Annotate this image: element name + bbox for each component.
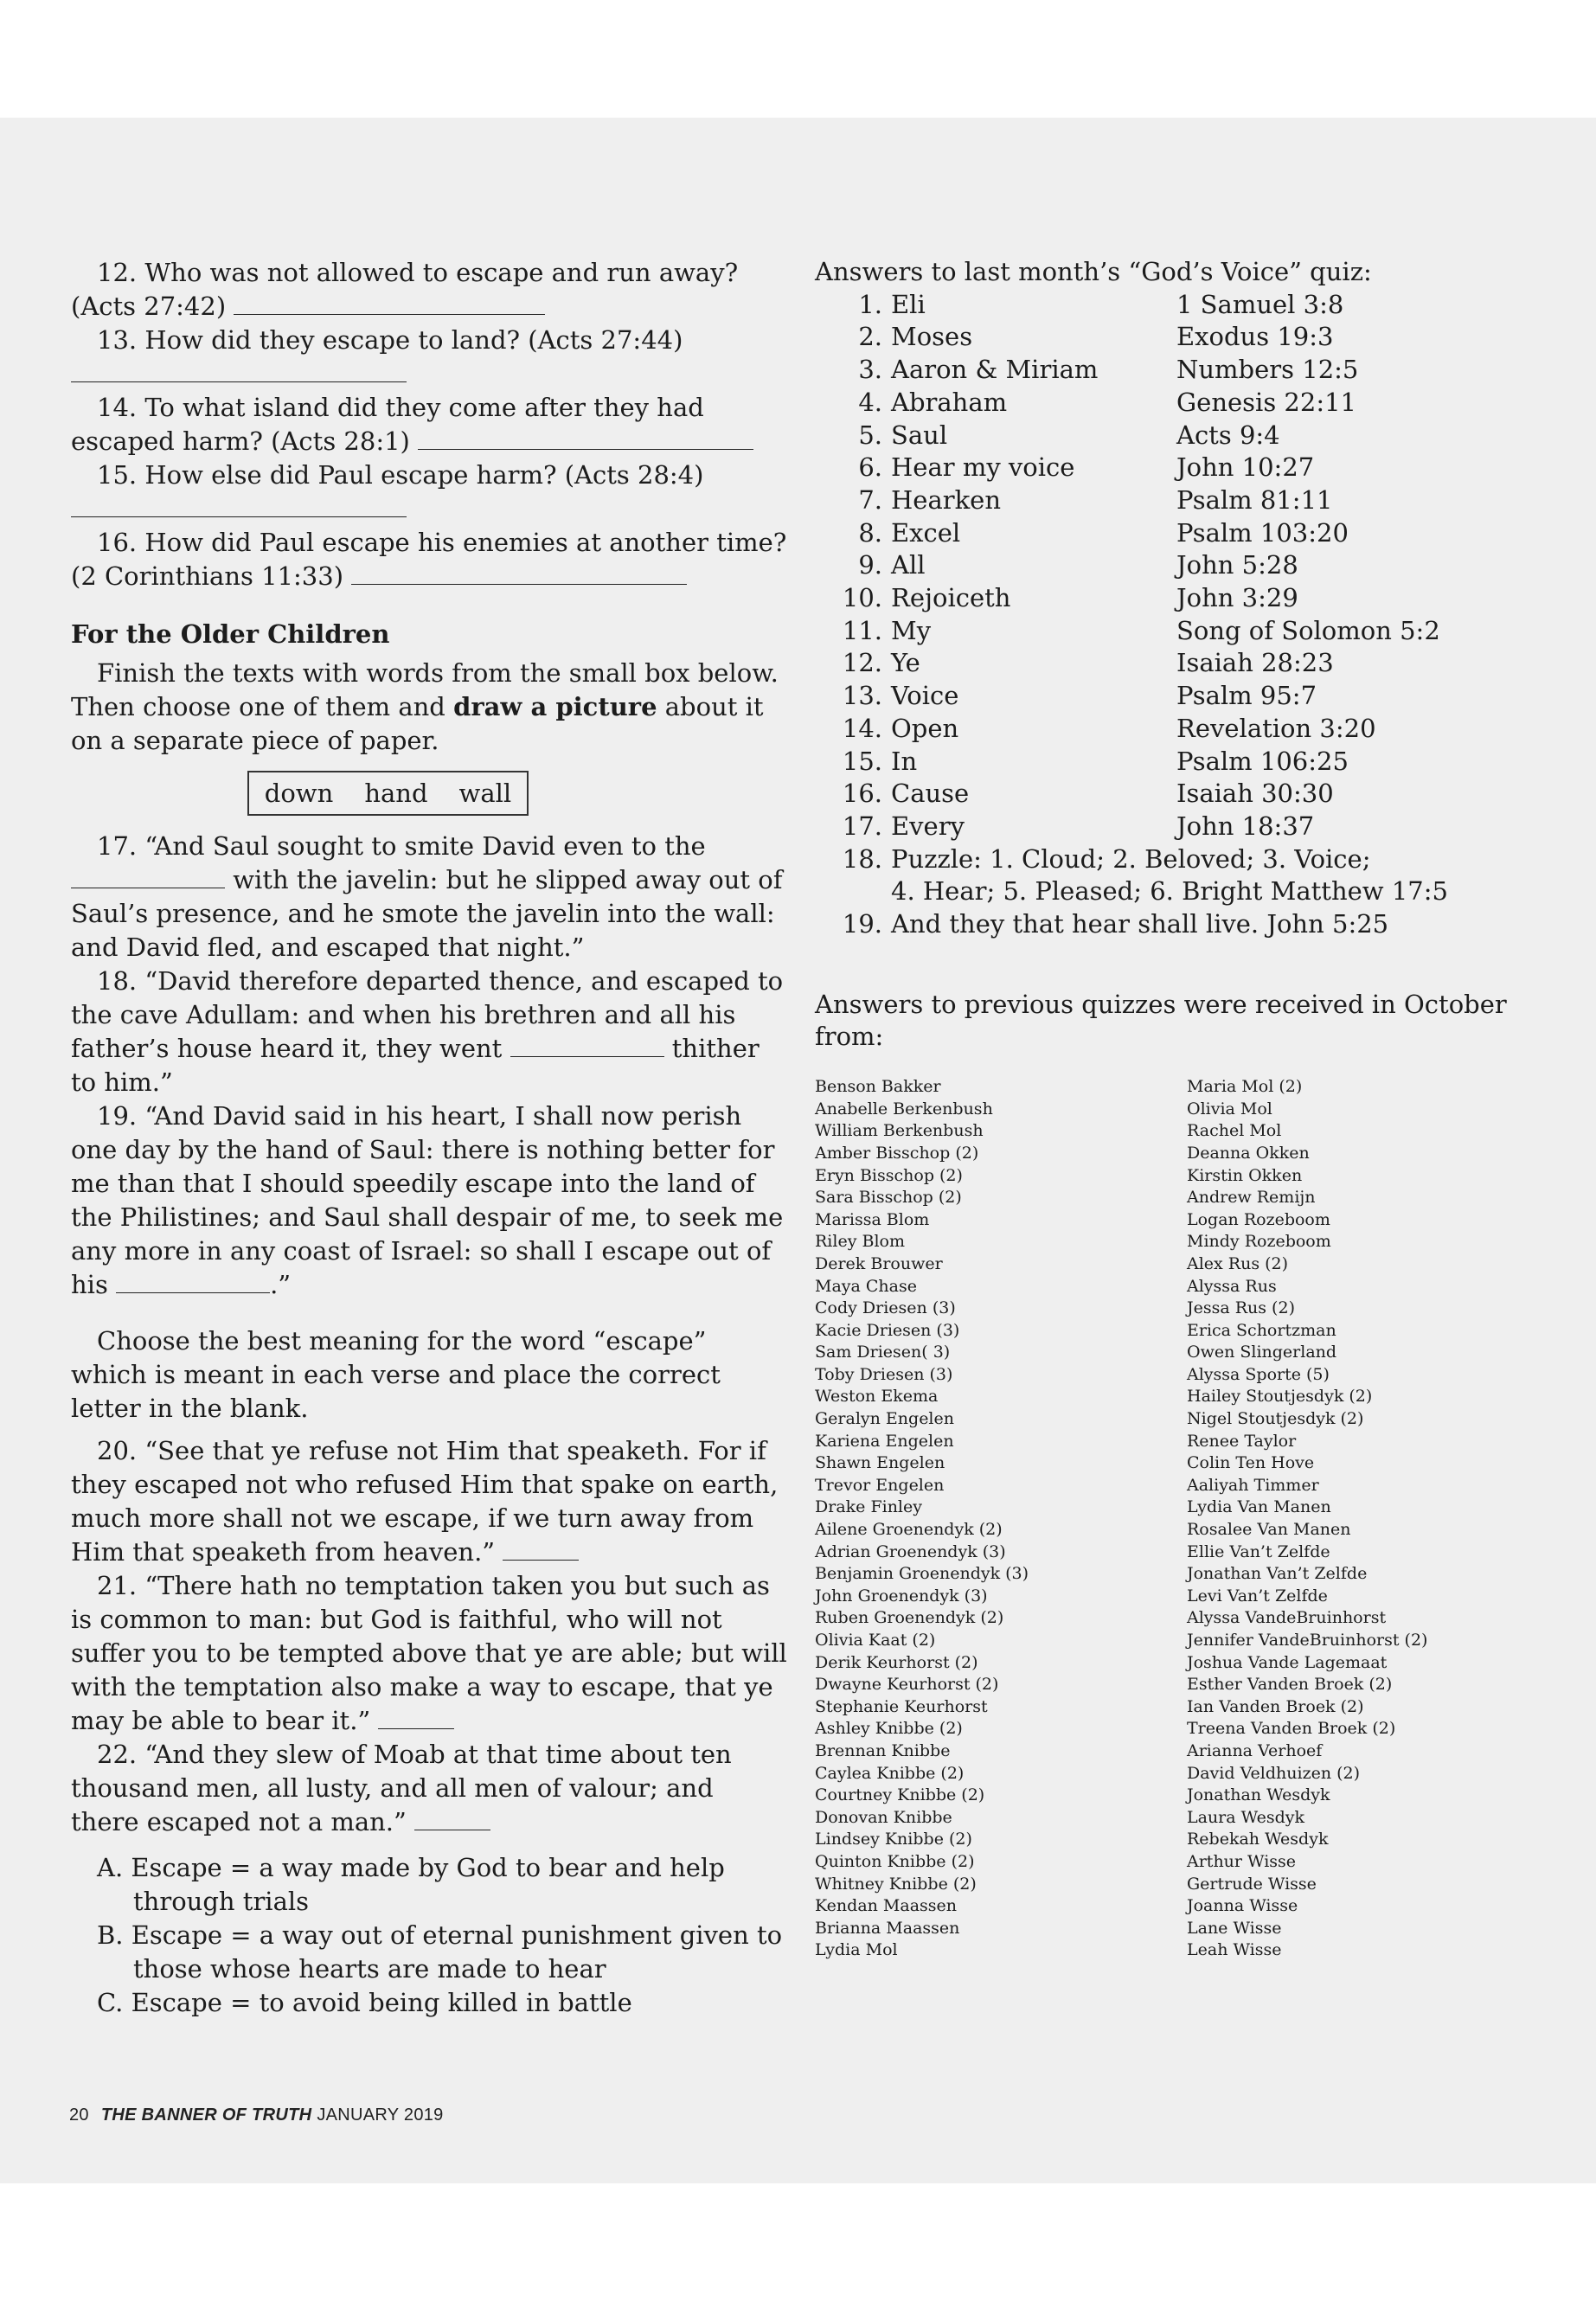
answer-puzzle-line1: Puzzle: 1. Cloud; 2. Beloved; 3. Voice; (891, 843, 1371, 874)
answer-row (815, 582, 1559, 615)
participant-name: Benjamin Groenendyk (3) (815, 1564, 1029, 1584)
instructions-emphasis: draw a picture (453, 692, 657, 721)
answer-number: 11. (842, 615, 882, 645)
question-16-text: 16. How did Paul escape his enemies at another time? (2 Corinthians 11:33) (71, 528, 787, 591)
question-19-text: 19. “And David said in his heart, I shall now perish one day by the hand of Saul: there is nothing better for me than that I should speedily escape into the land of the Philistines; and Saul shall despair of me, to seek me any more in any coast of Israel: so shall I escape out of his (71, 1101, 784, 1299)
participant-name: David Veldhuizen (2) (1187, 1763, 1361, 1783)
answer-reference: Acts 9:4 (1176, 420, 1280, 450)
question-14 (71, 391, 787, 458)
answer-blank (510, 1034, 664, 1057)
participant-name: Whitney Knibbe (2) (815, 1874, 977, 1894)
answer-row (815, 615, 1559, 648)
answer-row (815, 354, 1559, 387)
answer-reference: Psalm 103:20 (1176, 517, 1349, 548)
question-17-text: 17. “And Saul sought to smite David even to the (97, 831, 706, 861)
participant-name: Ian Vanden Broek (2) (1187, 1696, 1364, 1716)
answer-number: 10. (842, 583, 882, 613)
participant-name: Courtney Knibbe (2) (815, 1785, 985, 1805)
answer-number: 19. (842, 909, 882, 939)
answer-blank (378, 1706, 454, 1729)
participant-name: Kirstin Okken (1187, 1165, 1303, 1185)
participant-name: Logan Rozeboom (1187, 1209, 1330, 1229)
participant-name: Trevor Engelen (815, 1475, 945, 1495)
participant-name: Alyssa VandeBruinhorst (1187, 1608, 1387, 1628)
participant-name: Brennan Knibbe (815, 1740, 951, 1760)
participant-name: Jessa Rus (2) (1187, 1298, 1295, 1318)
participant-name: Lindsey Knibbe (2) (815, 1830, 972, 1849)
answer-number: 4. (858, 387, 882, 417)
answer-row (815, 289, 1559, 322)
answer-reference: 1 Samuel 3:8 (1176, 289, 1344, 319)
participant-name: Derik Keurhorst (2) (815, 1652, 978, 1672)
question-13 (71, 324, 787, 357)
participant-name: Andrew Remijn (1187, 1188, 1316, 1208)
participant-name: Rachel Mol (1187, 1121, 1282, 1141)
names-list (815, 1076, 1559, 1962)
answer-number: 14. (842, 713, 882, 743)
issue-date: JANUARY 2019 (317, 2106, 444, 2125)
question-19-text-end: .” (270, 1270, 292, 1299)
participant-name: Sara Bisschop (2) (815, 1188, 962, 1208)
question-20 (71, 1434, 787, 1569)
word-box (247, 771, 529, 816)
participant-name: Laura Wesdyk (1187, 1807, 1305, 1827)
answer-line (71, 492, 787, 526)
answer-number: 7. (858, 484, 882, 515)
answer-number: 16. (842, 779, 882, 809)
participant-name: Hailey Stoutjesdyk (2) (1187, 1387, 1373, 1407)
answer-number: 2. (858, 322, 882, 352)
answer-word: Moses (891, 322, 973, 352)
answer-number: 1. (858, 289, 882, 319)
participant-name: Kacie Driesen (3) (815, 1320, 960, 1340)
participant-name: Joanna Wisse (1187, 1896, 1298, 1916)
participant-name: Donovan Knibbe (815, 1807, 952, 1827)
participant-name: Alex Rus (2) (1187, 1253, 1289, 1273)
answer-reference: Isaiah 28:23 (1176, 648, 1334, 678)
answer-row (815, 778, 1559, 811)
answer-word: Every (891, 811, 965, 841)
answer-reference: John 3:29 (1176, 583, 1298, 613)
participant-name: Erica Schortzman (1187, 1320, 1336, 1340)
answer-number: 8. (858, 517, 882, 548)
participant-name: Aaliyah Timmer (1187, 1475, 1319, 1495)
participant-name: Rebekah Wesdyk (1187, 1830, 1329, 1849)
participant-name: Derek Brouwer (815, 1253, 943, 1273)
answer-reference: Isaiah 30:30 (1176, 779, 1334, 809)
question-12-text: 12. Who was not allowed to escape and run away? (Acts 27:42) (71, 258, 739, 321)
question-13-text: 13. How did they escape to land? (Acts 27:44) (97, 325, 683, 355)
participant-name: Sam Driesen( 3) (815, 1343, 951, 1362)
question-21 (71, 1569, 787, 1738)
participant-name: Treena Vanden Broek (2) (1187, 1719, 1396, 1739)
choice-b: B. Escape = a way out of eternal punishment given to those whose hearts are made to hear (97, 1920, 783, 1984)
answer-word: Open (891, 713, 959, 743)
participant-name: Drake Finley (815, 1497, 922, 1517)
answer-reference: Psalm 81:11 (1176, 484, 1333, 515)
answer-puzzle-line2: 4. Hear; 5. Pleased; 6. Bright Matthew 17:5 (891, 876, 1448, 907)
question-22-text: 22. “And they slew of Moab at that time about ten thousand men, all lusty, and all men of valour; and there escaped not a man.” (71, 1740, 732, 1836)
answer-reference: Genesis 22:11 (1176, 387, 1356, 417)
older-children-heading: For the Older Children (71, 619, 390, 649)
answers-title: Answers to last month’s “God’s Voice” quiz: (815, 257, 1372, 286)
answers-list (815, 289, 1559, 843)
question-19 (71, 1099, 787, 1302)
word-box-wrapper (0, 771, 787, 816)
names-column-1 (815, 1076, 1187, 1962)
choice-c: C. Escape = to avoid being killed in battle (97, 1988, 632, 2017)
participant-name: Alyssa Sporte (5) (1187, 1364, 1330, 1384)
question-17-text-end: with the javelin: but he slipped away out of Saul’s presence, and he smote the javelin into the wall: and David fled, and escaped that night.” (71, 865, 783, 962)
answer-number: 12. (842, 648, 882, 678)
magazine-title: THE BANNER OF TRUTH (100, 2106, 312, 2125)
answer-number: 17. (842, 811, 882, 841)
participant-name: Deanna Okken (1187, 1143, 1310, 1163)
participant-name: Weston Ekema (815, 1387, 939, 1407)
answer-blank (234, 292, 545, 315)
question-18 (71, 965, 787, 1099)
participant-name: Arthur Wisse (1187, 1851, 1297, 1871)
answer-word: My (891, 615, 932, 645)
answer-word: Voice (891, 681, 959, 711)
question-12 (71, 256, 787, 324)
answer-word: Cause (891, 779, 970, 809)
question-17 (71, 830, 787, 965)
participant-name: Kendan Maassen (815, 1896, 958, 1916)
answer-reference: Exodus 19:3 (1176, 322, 1334, 352)
participant-name: Ashley Knibbe (2) (815, 1719, 963, 1739)
participant-name: Gertrude Wisse (1187, 1874, 1317, 1894)
answer-number: 9. (858, 550, 882, 580)
participant-name: Marissa Blom (815, 1209, 930, 1229)
participant-name: Olivia Kaat (2) (815, 1631, 936, 1650)
answer-reference: John 18:37 (1176, 811, 1315, 841)
participant-name: William Berkenbush (815, 1121, 984, 1141)
right-column (815, 256, 1559, 1962)
page-footer (69, 2106, 444, 2125)
answer-word: Hearken (891, 484, 1002, 515)
instructions (71, 657, 787, 758)
question-21-text: 21. “There hath no temptation taken you but such as is common to man: but God is faithful, who will not suffer you to be tempted above that ye are able; but will with the temptation also make a way to escape, that ye may be able to bear it.” (71, 1571, 787, 1735)
answer-word: Excel (891, 517, 961, 548)
answer-number: 18. (842, 843, 882, 874)
participant-name: Kariena Engelen (815, 1431, 954, 1451)
meaning-choices (71, 1851, 787, 2020)
answer-number: 15. (842, 746, 882, 776)
participant-name: Alyssa Rus (1187, 1276, 1277, 1296)
answer-word: Abraham (891, 387, 1008, 417)
participant-name: Ailene Groenendyk (2) (815, 1520, 1003, 1540)
answer-word: Ye (891, 648, 920, 678)
question-18-text: 18. “David therefore departed thence, and escaped to the cave Adullam: and when his brethren and all his father’s house heard it, they went (71, 966, 784, 1063)
answer-row (815, 387, 1559, 420)
answer-reference: Psalm 95:7 (1176, 681, 1317, 711)
participant-name: Lydia Van Manen (1187, 1497, 1331, 1517)
answer-blank (418, 426, 753, 450)
names-column-2 (1187, 1076, 1559, 1962)
participant-name: Nigel Stoutjesdyk (2) (1187, 1409, 1364, 1429)
left-column (71, 256, 787, 2020)
participant-name: Quinton Knibbe (2) (815, 1851, 975, 1871)
page-number: 20 (69, 2106, 89, 2125)
participant-name: Lane Wisse (1187, 1918, 1282, 1938)
word-hand: hand (364, 779, 428, 808)
participant-name: Stephanie Keurhorst (815, 1696, 988, 1716)
answer-number: 3. (858, 355, 882, 385)
participant-name: Owen Slingerland (1187, 1343, 1337, 1362)
answer-row (815, 746, 1559, 779)
answer-text: And they that hear shall live. John 5:25 (891, 909, 1389, 939)
instructions-text: Finish the texts with words from the small box below. Then choose one of them and (71, 658, 779, 721)
answer-reference: Revelation 3:20 (1176, 713, 1376, 743)
answer-blank (351, 561, 687, 585)
participant-name: Adrian Groenendyk (3) (815, 1541, 1006, 1561)
participant-name: Colin Ten Hove (1187, 1453, 1315, 1473)
answer-row-19 (815, 908, 1559, 941)
participant-name: John Groenendyk (3) (815, 1586, 988, 1606)
answer-row (815, 680, 1559, 713)
participant-name: Jennifer VandeBruinhorst (2) (1187, 1631, 1428, 1650)
question-22 (71, 1738, 787, 1839)
answer-row (815, 811, 1559, 843)
answer-row-18 (815, 843, 1559, 876)
participant-name: Jonathan Van’t Zelfde (1187, 1564, 1368, 1584)
participant-name: Benson Bakker (815, 1077, 941, 1097)
answer-reference: Numbers 12:5 (1176, 355, 1359, 385)
participant-name: Geralyn Engelen (815, 1409, 954, 1429)
answer-reference: Song of Solomon 5:2 (1176, 615, 1440, 645)
answer-word: Rejoiceth (891, 583, 1011, 613)
answer-line (71, 357, 787, 391)
participant-name: Caylea Knibbe (2) (815, 1763, 965, 1783)
participant-name: Toby Driesen (3) (815, 1364, 953, 1384)
participant-name: Leah Wisse (1187, 1940, 1282, 1960)
received-title: Answers to previous quizzes were received in October from: (815, 989, 1507, 1052)
answer-word: Aaron & Miriam (891, 355, 1099, 385)
participant-name: Dwayne Keurhorst (2) (815, 1675, 999, 1695)
answer-blank (71, 359, 407, 382)
answer-row (815, 517, 1559, 550)
choice-a: A. Escape = a way made by God to bear and help through trials (97, 1853, 725, 1916)
question-18-text-end: thither to him.” (71, 1034, 760, 1097)
question-14-text: 14. To what island did they come after they had escaped harm? (Acts 28:1) (71, 393, 704, 456)
answer-word: All (891, 550, 926, 580)
answer-row (815, 647, 1559, 680)
participant-name: Cody Driesen (3) (815, 1298, 956, 1318)
participant-name: Anabelle Berkenbush (815, 1099, 993, 1118)
answer-number: 5. (858, 420, 882, 450)
answer-row (815, 484, 1559, 517)
question-16 (71, 526, 787, 593)
answer-word: Eli (891, 289, 926, 319)
answer-blank (116, 1270, 270, 1293)
participant-name: Mindy Rozeboom (1187, 1232, 1331, 1252)
answer-blank (71, 494, 407, 517)
answer-number: 6. (858, 452, 882, 483)
answer-blank (414, 1807, 490, 1830)
answer-blank (503, 1537, 579, 1561)
participant-name: Amber Bisschop (2) (815, 1143, 979, 1163)
answer-row (815, 420, 1559, 452)
instructions-text-end: about it on a separate piece of paper. (71, 692, 764, 755)
answer-blank (71, 865, 225, 888)
answer-word: Hear my voice (891, 452, 1075, 483)
choose-instructions: Choose the best meaning for the word “escape” which is meant in each verse and place the correct letter in the blank. (71, 1326, 721, 1423)
participant-name: Shawn Engelen (815, 1453, 945, 1473)
question-20-text: 20. “See that ye refuse not Him that speaketh. For if they escaped not who refused Him that spake on earth, much more shall not we escape, if we turn away from Him that speaketh from heaven.” (71, 1436, 779, 1567)
answer-row (815, 713, 1559, 746)
participant-name: Olivia Mol (1187, 1099, 1272, 1118)
question-15 (71, 458, 787, 492)
participant-name: Jonathan Wesdyk (1187, 1785, 1330, 1805)
question-15-text: 15. How else did Paul escape harm? (Acts 28:4) (97, 460, 704, 490)
participant-name: Arianna Verhoef (1187, 1740, 1323, 1760)
answer-row (815, 321, 1559, 354)
participant-name: Brianna Maassen (815, 1918, 960, 1938)
participant-name: Ruben Groenendyk (2) (815, 1608, 1004, 1628)
participant-name: Renee Taylor (1187, 1431, 1297, 1451)
word-down: down (264, 779, 334, 808)
answer-row (815, 549, 1559, 582)
participant-name: Maya Chase (815, 1276, 917, 1296)
participant-name: Lydia Mol (815, 1940, 898, 1960)
answer-word: In (891, 746, 918, 776)
participant-name: Riley Blom (815, 1232, 905, 1252)
word-wall: wall (458, 779, 512, 808)
participant-name: Maria Mol (2) (1187, 1077, 1303, 1097)
participant-name: Esther Vanden Broek (2) (1187, 1675, 1393, 1695)
answer-word: Saul (891, 420, 948, 450)
answer-reference: Psalm 106:25 (1176, 746, 1349, 776)
participant-name: Rosalee Van Manen (1187, 1520, 1351, 1540)
answer-reference: John 5:28 (1176, 550, 1298, 580)
answer-reference: John 10:27 (1176, 452, 1315, 483)
participant-name: Levi Van’t Zelfde (1187, 1586, 1328, 1606)
answer-row (815, 452, 1559, 484)
participant-name: Eryn Bisschop (2) (815, 1165, 963, 1185)
answer-number: 13. (842, 681, 882, 711)
participant-name: Joshua Vande Lagemaat (1187, 1652, 1388, 1672)
participant-name: Ellie Van’t Zelfde (1187, 1541, 1330, 1561)
